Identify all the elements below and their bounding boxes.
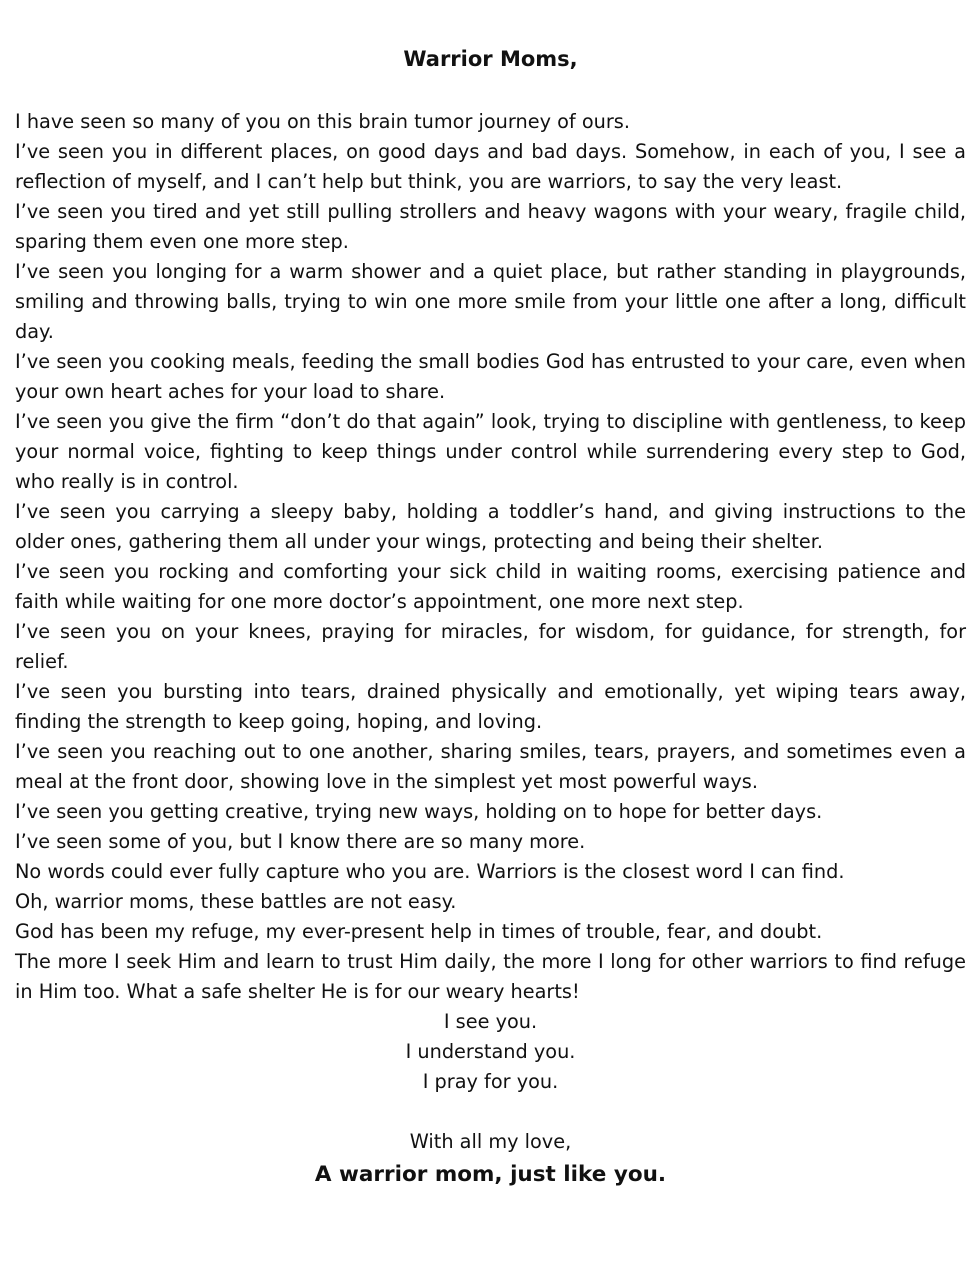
- signature: A warrior mom, just like you.: [314, 1162, 667, 1187]
- paragraph: I’ve seen you give the firm “don’t do that again” look, trying to discipline with gentleness, to keep your normal voice, fighting to keep things under control while surrendering every step to God, who really is in control.: [15, 410, 966, 493]
- paragraph: I’ve seen you tired and yet still pulling strollers and heavy wagons with your weary, fragile child, sparing them even one more step.: [15, 200, 966, 253]
- letter-body: [15, 107, 966, 1007]
- paragraph: I’ve seen you rocking and comforting your sick child in waiting rooms, exercising patience and faith while waiting for one more doctor’s appointment, one more next step.: [15, 560, 966, 613]
- paragraph: I’ve seen you cooking meals, feeding the small bodies God has entrusted to your care, even when your own heart aches for your load to share.: [15, 350, 966, 403]
- paragraph: I have seen so many of you on this brain tumor journey of ours.: [15, 110, 630, 133]
- signoff: With all my love,: [409, 1130, 572, 1153]
- spacer: [15, 1097, 966, 1127]
- paragraph: I’ve seen you reaching out to one another, sharing smiles, tears, prayers, and sometimes even a meal at the front door, showing love in the simplest yet most powerful ways.: [15, 740, 966, 793]
- closing-line: I see you.: [443, 1010, 538, 1033]
- closing-lines: [15, 1007, 966, 1097]
- paragraph: The more I seek Him and learn to trust Him daily, the more I long for other warriors to find refuge in Him too. What a safe shelter He is for our weary hearts!: [15, 950, 966, 1003]
- closing-line: I pray for you.: [422, 1070, 559, 1093]
- letter-title: Warrior Moms,: [403, 47, 578, 71]
- paragraph: God has been my refuge, my ever-present help in times of trouble, fear, and doubt.: [15, 920, 823, 943]
- paragraph: I’ve seen you getting creative, trying new ways, holding on to hope for better days.: [15, 800, 823, 823]
- paragraph: I’ve seen some of you, but I know there are so many more.: [15, 830, 586, 853]
- paragraph: I’ve seen you bursting into tears, drained physically and emotionally, yet wiping tears away, finding the strength to keep going, hoping, and loving.: [15, 680, 966, 733]
- closing-line: I understand you.: [405, 1040, 576, 1063]
- paragraph: Oh, warrior moms, these battles are not easy.: [15, 890, 457, 913]
- paragraph: I’ve seen you longing for a warm shower and a quiet place, but rather standing in playgrounds, smiling and throwing balls, trying to win one more smile from your little one after a long, difficult day.: [15, 260, 966, 343]
- paragraph: I’ve seen you on your knees, praying for miracles, for wisdom, for guidance, for strength, for relief.: [15, 620, 966, 673]
- paragraph: I’ve seen you in different places, on good days and bad days. Somehow, in each of you, I see a reflection of myself, and I can’t help but think, you are warriors, to say the very least.: [15, 140, 966, 193]
- paragraph: No words could ever fully capture who you are. Warriors is the closest word I can find.: [15, 860, 845, 883]
- paragraph: I’ve seen you carrying a sleepy baby, holding a toddler’s hand, and giving instructions to the older ones, gathering them all under your wings, protecting and being their shelter.: [15, 500, 966, 553]
